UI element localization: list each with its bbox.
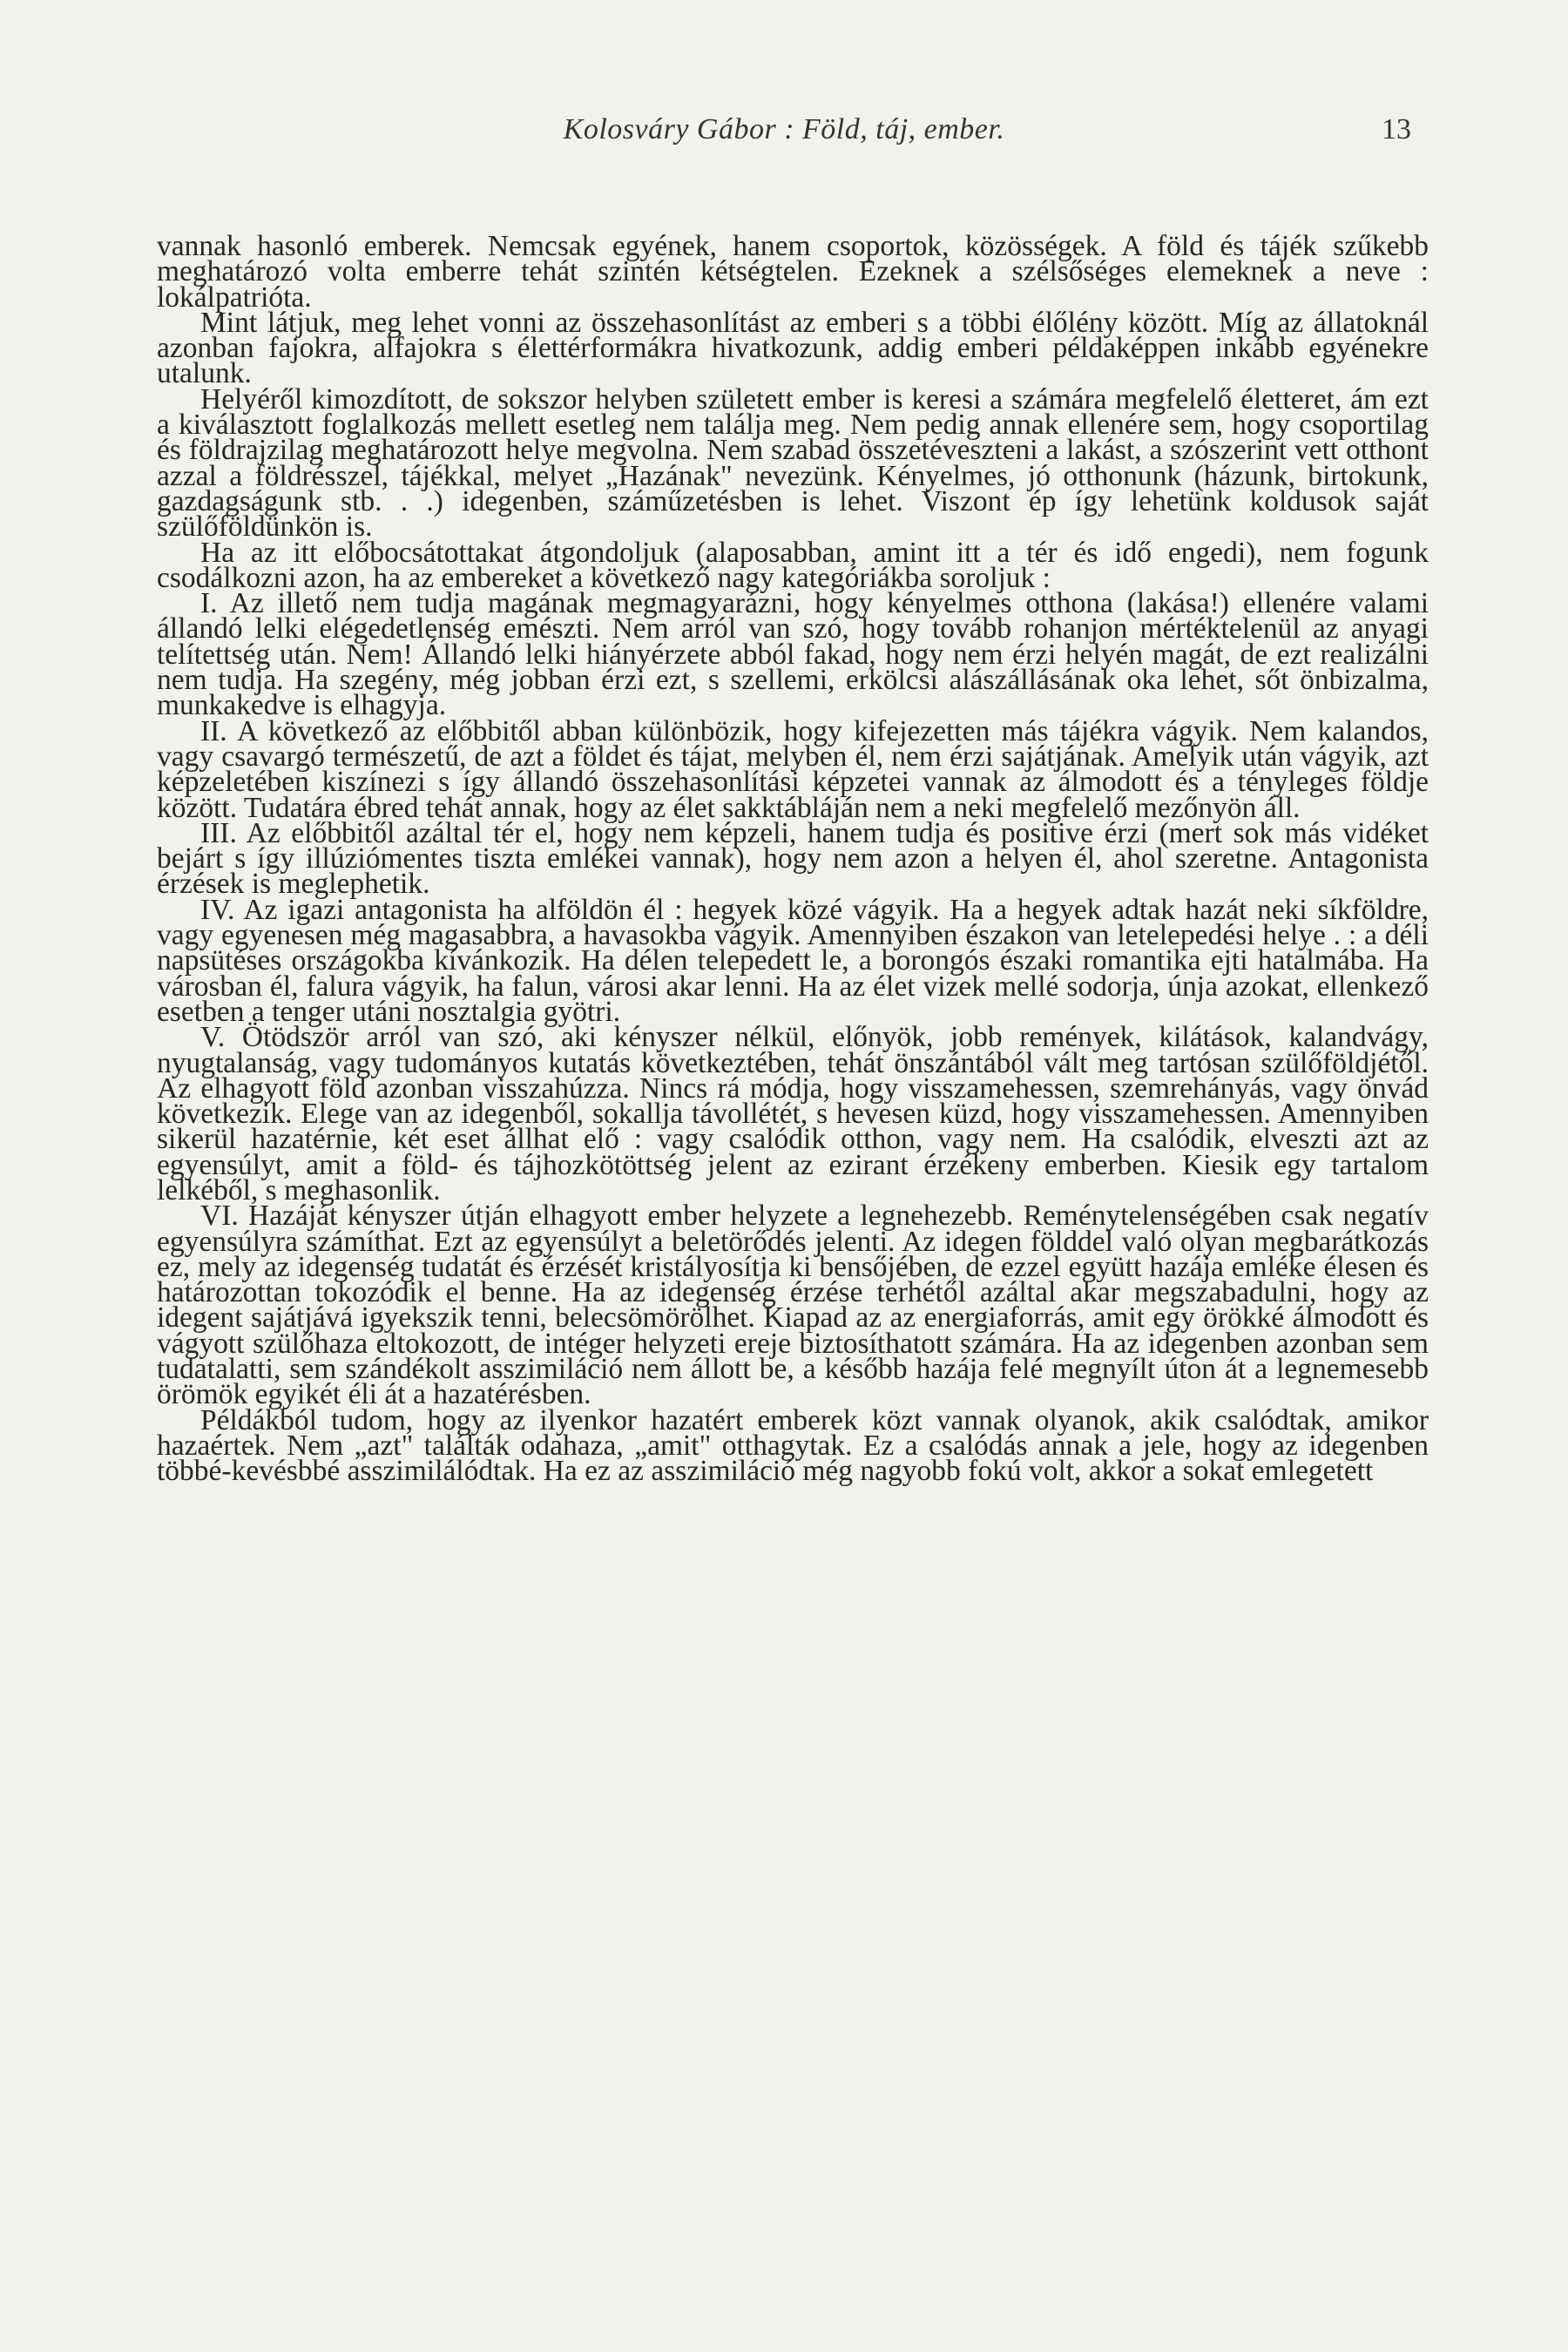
paragraph: Példákból tudom, hogy az ilyenkor hazatért emberek közt vannak olyanok, akik csalódtak, amikor hazaértek. Nem „azt" találták odahaza, „amit" otthagytak. Ez a csalódás annak a jele, hogy az idegenben többé-kevésbbé asszimilálódtak. Ha ez az asszimiláció még nagyobb fokú volt, akkor a sokat emlegetett	[157, 1403, 1429, 1488]
category-ii-paragraph: II. A következő az előbbitől abban különbözik, hogy kifejezetten más tájékra vágyik. Nem kalandos, vagy csavargó természetű, de azt a földet és tájat, melyben él, nem érzi sajátjának. Amelyik után vágyik, azt képzeletében kiszínezi s így állandó összehasonlítási képzetei vannak az álmodott és a tényleges földje között. Tudatára ébred tehát annak, hogy az élet sakktábláján nem a neki megfelelő mezőnyön áll.	[157, 714, 1429, 824]
paragraph: Ha az itt előbocsátottakat átgondoljuk (alaposabban, amint itt a tér és idő engedi), nem fogunk csodálkozni azon, ha az embereket a következő nagy kategóriákba soroljuk :	[157, 536, 1429, 594]
body-text	[157, 230, 1429, 1488]
paragraph: Helyéről kimozdított, de sokszor helyben született ember is keresi a számára megfelelő életteret, ám ezt a kiválasztott foglalkozás mellett esetleg nem találja meg. Nem pedig annak ellenére sem, hogy csoportilag és földrajzilag meghatározott helye megvolna. Nem szabad összetéveszteni a lakást, a szószerint vett otthont azzal a földrésszel, tájékkal, melyet „Hazának" nevezünk. Kényelmes, jó otthonunk (házunk, birtokunk, gazdagságunk stb. . .) idegenben, száműzetésben is lehet. Viszont ép így lehetünk koldusok saját szülőföldünkön is.	[157, 382, 1429, 544]
page-header	[157, 113, 1411, 166]
running-title: Kolosváry Gábor : Föld, táj, ember.	[563, 113, 1005, 145]
category-iii-paragraph: III. Az előbbitől azáltal tér el, hogy nem képzeli, hanem tudja és positive érzi (mert sok más vidéket bejárt s így illúziómentes tiszta emlékei vannak), hogy nem azon a helyen él, ahol szeretne. Antagonista érzések is meglephetik.	[157, 816, 1429, 901]
category-iv-paragraph: IV. Az igazi antagonista ha alföldön él : hegyek közé vágyik. Ha a hegyek adtak hazát neki síkföldre, vagy egyenesen még magasabbra, a havasokba vágyik. Amennyiben északon van letelepedési helye . : a déli napsütéses országokba kívánkozik. Ha délen telepedett le, a borongós északi romantika ejti hatalmába. Ha városban él, falura vágyik, ha falun, városi akar lenni. Ha az élet vizek mellé sodorja, únja azokat, ellenkező esetben a tenger utáni nosztalgia gyötri.	[157, 893, 1429, 1028]
category-i-paragraph: I. Az illető nem tudja magának megmagyarázni, hogy kényelmes otthona (lakása!) ellenére valami állandó lelki elégedetlenség emészti. Nem arról van szó, hogy tovább rohanjon mértéktelenül az anyagi telítettség után. Nem! Állandó lelki hiányérzete abból fakad, hogy nem érzi helyén magát, de ezt realizálni nem tudja. Ha szegény, még jobban érzi ezt, s szellemi, erkölcsi alászállásának oka lehet, sőt önbizalma, munkakedve is elhagyja.	[157, 587, 1429, 722]
page-number: 13	[1382, 113, 1411, 145]
category-vi-paragraph: VI. Hazáját kényszer útján elhagyott ember helyzete a legnehezebb. Reménytelenségében csak negatív egyensúlyra számíthat. Ezt az egyensúlyt a beletörődés jelenti. Az idegen földdel való olyan megbarátkozás ez, mely az idegenség tudatát és érzését kristályosítja ki bensőjében, de ezzel együtt hazája emléke élesen és határozottan tokozódik el benne. Ha az idegenség érzése terhétől azáltal akar megszabadulni, hogy az idegent sajátjává igyekszik tenni, belecsömörölhet. Kiapad az az energiaforrás, amit egy örökké álmodott és vágyott szülőhaza eltokozott, de intéger helyzeti ereje biztosíthatott számára. Ha az idegenben azonban sem tudatalatti, sem szándékolt asszimiláció nem állott be, a később hazája felé megnyílt úton át a legnemesebb örömök egyikét éli át a hazatérésben.	[157, 1200, 1429, 1411]
category-v-paragraph: V. Ötödször arról van szó, aki kényszer nélkül, előnyök, jobb remények, kilátások, kalandvágy, nyugtalanság, vagy tudományos kutatás következtében, tehát önszántából vált meg tartósan szülőföldjétől. Az elhagyott föld azonban visszahúzza. Nincs rá módja, hogy visszamehessen, szemrehányás, vagy önvád következik. Elege van az idegenből, sokallja távollétét, s hevesen küzd, hogy visszamehessen. Amennyiben sikerül hazatérnie, két eset állhat elő : vagy csalódik otthon, vagy nem. Ha csalódik, elveszti azt az egyensúlyt, amit a föld- és tájhozkötöttség jelent az ezirant érzékeny emberben. Kiesik egy tartalom lelkéből, s meghasonlik.	[157, 1021, 1429, 1206]
paragraph: vannak hasonló emberek. Nemcsak egyének, hanem csoportok, közösségek. A föld és tájék szűkebb meghatározó volta emberre tehát szintén kétségtelen. Ezeknek a szélsőséges elemeknek a neve : lokálpatrióta.	[157, 230, 1429, 314]
paragraph: Mint látjuk, meg lehet vonni az összehasonlítást az emberi s a többi élőlény között. Míg az állatoknál azonban fajokra, alfajokra s élettérformákra hivatkozunk, addig emberi példaképpen inkább egyénekre utalunk.	[157, 306, 1429, 390]
